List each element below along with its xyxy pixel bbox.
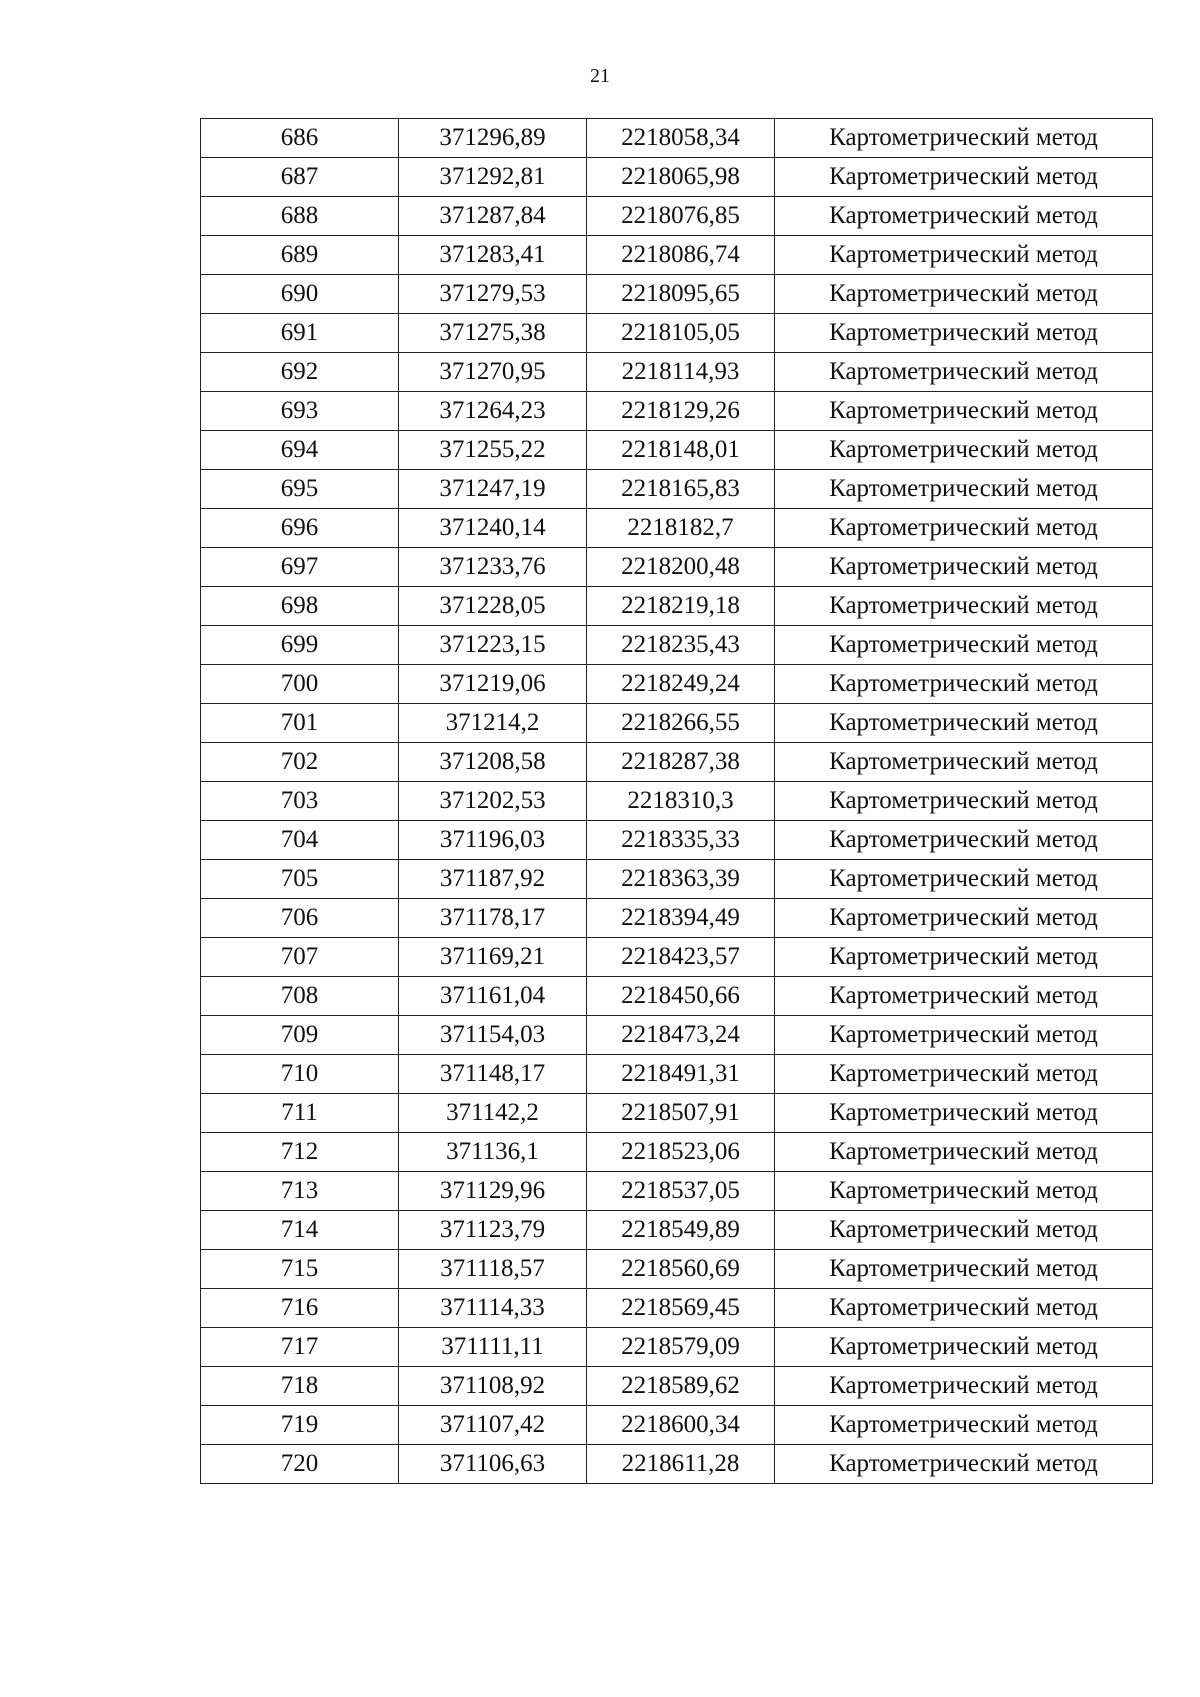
- method-cell: Картометрический метод: [775, 314, 1153, 353]
- point-number-cell: 692: [201, 353, 399, 392]
- method-cell: Картометрический метод: [775, 743, 1153, 782]
- y-coordinate-cell: 2218249,24: [587, 665, 775, 704]
- y-coordinate-cell: 2218310,3: [587, 782, 775, 821]
- x-coordinate-cell: 371264,23: [399, 392, 587, 431]
- method-cell: Картометрический метод: [775, 470, 1153, 509]
- x-coordinate-cell: 371196,03: [399, 821, 587, 860]
- method-cell: Картометрический метод: [775, 782, 1153, 821]
- point-number-cell: 717: [201, 1328, 399, 1367]
- method-cell: Картометрический метод: [775, 899, 1153, 938]
- table-row: [201, 1406, 1153, 1445]
- table-row: [201, 1328, 1153, 1367]
- method-cell: Картометрический метод: [775, 431, 1153, 470]
- y-coordinate-cell: 2218165,83: [587, 470, 775, 509]
- x-coordinate-cell: 371247,19: [399, 470, 587, 509]
- method-cell: Картометрический метод: [775, 1133, 1153, 1172]
- point-number-cell: 706: [201, 899, 399, 938]
- y-coordinate-cell: 2218491,31: [587, 1055, 775, 1094]
- y-coordinate-cell: 2218560,69: [587, 1250, 775, 1289]
- point-number-cell: 707: [201, 938, 399, 977]
- method-cell: Картометрический метод: [775, 1172, 1153, 1211]
- x-coordinate-cell: 371255,22: [399, 431, 587, 470]
- method-cell: Картометрический метод: [775, 1328, 1153, 1367]
- table-row: [201, 353, 1153, 392]
- x-coordinate-cell: 371275,38: [399, 314, 587, 353]
- y-coordinate-cell: 2218076,85: [587, 197, 775, 236]
- table-row: [201, 782, 1153, 821]
- method-cell: Картометрический метод: [775, 587, 1153, 626]
- y-coordinate-cell: 2218148,01: [587, 431, 775, 470]
- x-coordinate-cell: 371292,81: [399, 158, 587, 197]
- x-coordinate-cell: 371279,53: [399, 275, 587, 314]
- point-number-cell: 689: [201, 236, 399, 275]
- y-coordinate-cell: 2218200,48: [587, 548, 775, 587]
- table-row: [201, 392, 1153, 431]
- table-row: [201, 158, 1153, 197]
- table-row: [201, 1055, 1153, 1094]
- x-coordinate-cell: 371219,06: [399, 665, 587, 704]
- method-cell: Картометрический метод: [775, 1445, 1153, 1484]
- point-number-cell: 687: [201, 158, 399, 197]
- table-row: [201, 509, 1153, 548]
- x-coordinate-cell: 371240,14: [399, 509, 587, 548]
- x-coordinate-cell: 371148,17: [399, 1055, 587, 1094]
- point-number-cell: 695: [201, 470, 399, 509]
- y-coordinate-cell: 2218611,28: [587, 1445, 775, 1484]
- coordinates-table: [200, 118, 1153, 1484]
- y-coordinate-cell: 2218450,66: [587, 977, 775, 1016]
- table-row: [201, 314, 1153, 353]
- x-coordinate-cell: 371233,76: [399, 548, 587, 587]
- point-number-cell: 719: [201, 1406, 399, 1445]
- table-row: [201, 821, 1153, 860]
- x-coordinate-cell: 371296,89: [399, 119, 587, 158]
- x-coordinate-cell: 371223,15: [399, 626, 587, 665]
- method-cell: Картометрический метод: [775, 1211, 1153, 1250]
- table-row: [201, 704, 1153, 743]
- x-coordinate-cell: 371161,04: [399, 977, 587, 1016]
- x-coordinate-cell: 371107,42: [399, 1406, 587, 1445]
- x-coordinate-cell: 371142,2: [399, 1094, 587, 1133]
- table-row: [201, 119, 1153, 158]
- x-coordinate-cell: 371169,21: [399, 938, 587, 977]
- coordinates-table-body: [201, 119, 1153, 1484]
- y-coordinate-cell: 2218058,34: [587, 119, 775, 158]
- method-cell: Картометрический метод: [775, 665, 1153, 704]
- method-cell: Картометрический метод: [775, 353, 1153, 392]
- method-cell: Картометрический метод: [775, 236, 1153, 275]
- x-coordinate-cell: 371118,57: [399, 1250, 587, 1289]
- page-number: 21: [590, 65, 610, 87]
- table-row: [201, 431, 1153, 470]
- table-row: [201, 860, 1153, 899]
- table-row: [201, 743, 1153, 782]
- table-row: [201, 548, 1153, 587]
- point-number-cell: 714: [201, 1211, 399, 1250]
- x-coordinate-cell: 371287,84: [399, 197, 587, 236]
- y-coordinate-cell: 2218363,39: [587, 860, 775, 899]
- point-number-cell: 712: [201, 1133, 399, 1172]
- point-number-cell: 704: [201, 821, 399, 860]
- point-number-cell: 686: [201, 119, 399, 158]
- y-coordinate-cell: 2218287,38: [587, 743, 775, 782]
- point-number-cell: 697: [201, 548, 399, 587]
- point-number-cell: 703: [201, 782, 399, 821]
- x-coordinate-cell: 371208,58: [399, 743, 587, 782]
- method-cell: Картометрический метод: [775, 977, 1153, 1016]
- x-coordinate-cell: 371136,1: [399, 1133, 587, 1172]
- method-cell: Картометрический метод: [775, 1016, 1153, 1055]
- point-number-cell: 696: [201, 509, 399, 548]
- point-number-cell: 690: [201, 275, 399, 314]
- y-coordinate-cell: 2218235,43: [587, 626, 775, 665]
- x-coordinate-cell: 371154,03: [399, 1016, 587, 1055]
- table-row: [201, 470, 1153, 509]
- table-row: [201, 1250, 1153, 1289]
- x-coordinate-cell: 371283,41: [399, 236, 587, 275]
- x-coordinate-cell: 371114,33: [399, 1289, 587, 1328]
- y-coordinate-cell: 2218523,06: [587, 1133, 775, 1172]
- y-coordinate-cell: 2218394,49: [587, 899, 775, 938]
- y-coordinate-cell: 2218569,45: [587, 1289, 775, 1328]
- y-coordinate-cell: 2218600,34: [587, 1406, 775, 1445]
- method-cell: Картометрический метод: [775, 119, 1153, 158]
- point-number-cell: 709: [201, 1016, 399, 1055]
- y-coordinate-cell: 2218473,24: [587, 1016, 775, 1055]
- y-coordinate-cell: 2218537,05: [587, 1172, 775, 1211]
- table-row: [201, 665, 1153, 704]
- y-coordinate-cell: 2218219,18: [587, 587, 775, 626]
- x-coordinate-cell: 371123,79: [399, 1211, 587, 1250]
- x-coordinate-cell: 371106,63: [399, 1445, 587, 1484]
- method-cell: Картометрический метод: [775, 275, 1153, 314]
- y-coordinate-cell: 2218507,91: [587, 1094, 775, 1133]
- x-coordinate-cell: 371178,17: [399, 899, 587, 938]
- point-number-cell: 694: [201, 431, 399, 470]
- table-row: [201, 1211, 1153, 1250]
- table-row: [201, 197, 1153, 236]
- method-cell: Картометрический метод: [775, 509, 1153, 548]
- y-coordinate-cell: 2218129,26: [587, 392, 775, 431]
- y-coordinate-cell: 2218065,98: [587, 158, 775, 197]
- method-cell: Картометрический метод: [775, 704, 1153, 743]
- table-row: [201, 938, 1153, 977]
- y-coordinate-cell: 2218589,62: [587, 1367, 775, 1406]
- table-row: [201, 1094, 1153, 1133]
- point-number-cell: 718: [201, 1367, 399, 1406]
- table-row: [201, 1367, 1153, 1406]
- y-coordinate-cell: 2218182,7: [587, 509, 775, 548]
- method-cell: Картометрический метод: [775, 626, 1153, 665]
- method-cell: Картометрический метод: [775, 938, 1153, 977]
- y-coordinate-cell: 2218095,65: [587, 275, 775, 314]
- table-row: [201, 1172, 1153, 1211]
- method-cell: Картометрический метод: [775, 1289, 1153, 1328]
- table-row: [201, 587, 1153, 626]
- method-cell: Картометрический метод: [775, 821, 1153, 860]
- point-number-cell: 711: [201, 1094, 399, 1133]
- table-row: [201, 275, 1153, 314]
- y-coordinate-cell: 2218549,89: [587, 1211, 775, 1250]
- y-coordinate-cell: 2218086,74: [587, 236, 775, 275]
- y-coordinate-cell: 2218114,93: [587, 353, 775, 392]
- point-number-cell: 699: [201, 626, 399, 665]
- point-number-cell: 720: [201, 1445, 399, 1484]
- x-coordinate-cell: 371270,95: [399, 353, 587, 392]
- method-cell: Картометрический метод: [775, 1250, 1153, 1289]
- x-coordinate-cell: 371202,53: [399, 782, 587, 821]
- point-number-cell: 715: [201, 1250, 399, 1289]
- point-number-cell: 708: [201, 977, 399, 1016]
- method-cell: Картометрический метод: [775, 1367, 1153, 1406]
- x-coordinate-cell: 371129,96: [399, 1172, 587, 1211]
- table-row: [201, 1016, 1153, 1055]
- method-cell: Картометрический метод: [775, 548, 1153, 587]
- point-number-cell: 716: [201, 1289, 399, 1328]
- point-number-cell: 702: [201, 743, 399, 782]
- y-coordinate-cell: 2218579,09: [587, 1328, 775, 1367]
- table-row: [201, 977, 1153, 1016]
- point-number-cell: 688: [201, 197, 399, 236]
- table-row: [201, 1133, 1153, 1172]
- method-cell: Картометрический метод: [775, 1406, 1153, 1445]
- point-number-cell: 691: [201, 314, 399, 353]
- point-number-cell: 698: [201, 587, 399, 626]
- y-coordinate-cell: 2218423,57: [587, 938, 775, 977]
- point-number-cell: 693: [201, 392, 399, 431]
- method-cell: Картометрический метод: [775, 392, 1153, 431]
- x-coordinate-cell: 371187,92: [399, 860, 587, 899]
- table-row: [201, 626, 1153, 665]
- table-row: [201, 236, 1153, 275]
- table-row: [201, 1445, 1153, 1484]
- method-cell: Картометрический метод: [775, 1055, 1153, 1094]
- method-cell: Картометрический метод: [775, 860, 1153, 899]
- method-cell: Картометрический метод: [775, 158, 1153, 197]
- point-number-cell: 713: [201, 1172, 399, 1211]
- point-number-cell: 710: [201, 1055, 399, 1094]
- point-number-cell: 701: [201, 704, 399, 743]
- method-cell: Картометрический метод: [775, 197, 1153, 236]
- x-coordinate-cell: 371111,11: [399, 1328, 587, 1367]
- point-number-cell: 700: [201, 665, 399, 704]
- y-coordinate-cell: 2218335,33: [587, 821, 775, 860]
- x-coordinate-cell: 371228,05: [399, 587, 587, 626]
- y-coordinate-cell: 2218105,05: [587, 314, 775, 353]
- table-row: [201, 1289, 1153, 1328]
- method-cell: Картометрический метод: [775, 1094, 1153, 1133]
- x-coordinate-cell: 371214,2: [399, 704, 587, 743]
- x-coordinate-cell: 371108,92: [399, 1367, 587, 1406]
- y-coordinate-cell: 2218266,55: [587, 704, 775, 743]
- point-number-cell: 705: [201, 860, 399, 899]
- table-row: [201, 899, 1153, 938]
